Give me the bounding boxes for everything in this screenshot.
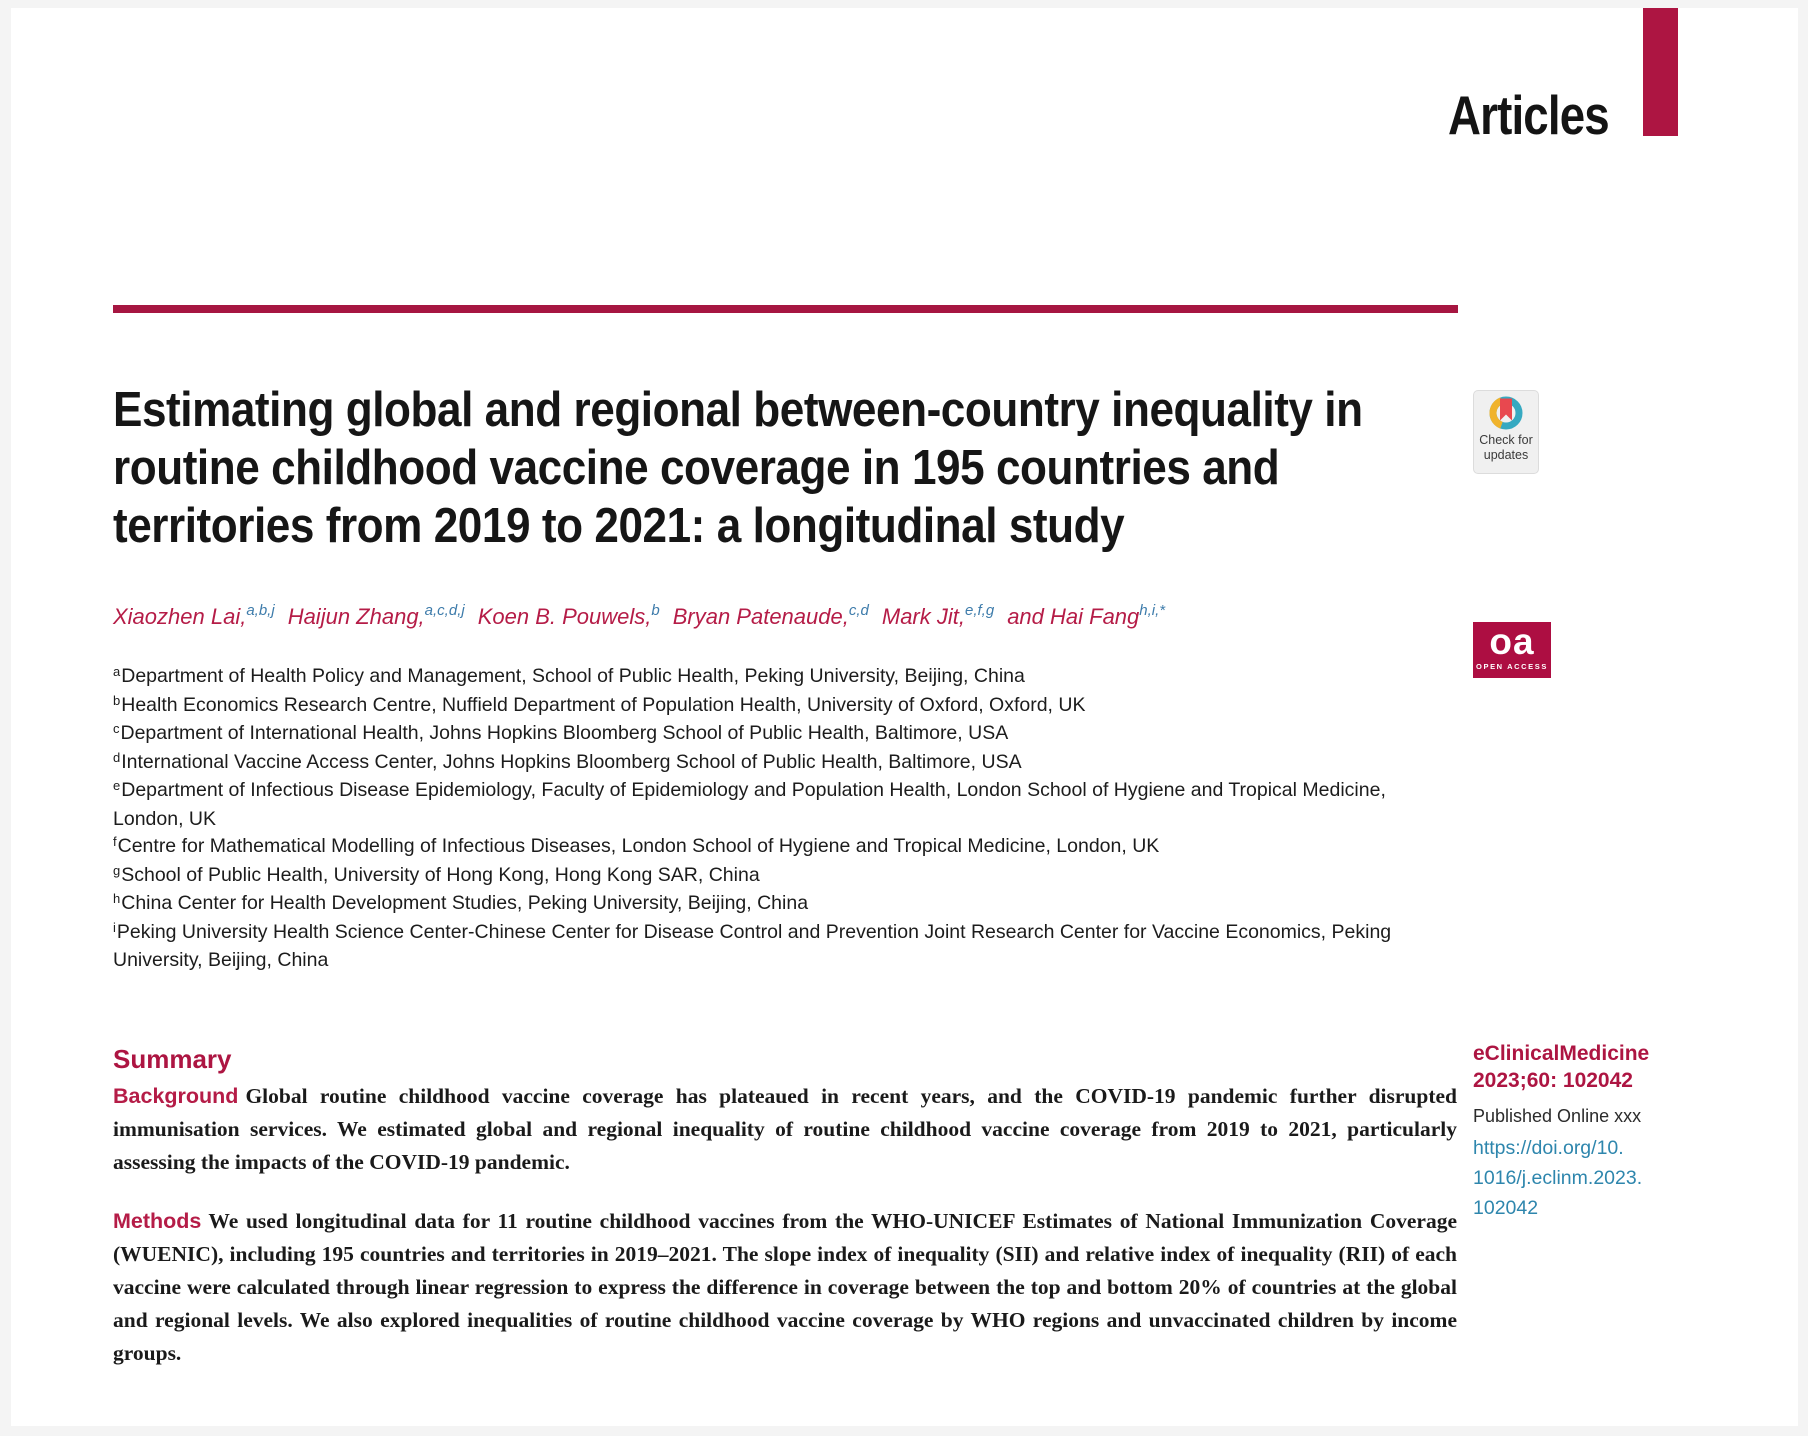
- affiliation-item: [113, 749, 1453, 778]
- doi-line-1: https://doi.org/10.: [1473, 1137, 1624, 1159]
- check-for-updates-icon: [1484, 393, 1528, 433]
- section-marker-bar: [1643, 8, 1678, 136]
- title-line-3: territories from 2019 to 2021: a longitudinal study: [113, 499, 1125, 553]
- check-for-updates-line1: Check for: [1479, 433, 1533, 447]
- affiliation-marker: f: [113, 834, 117, 849]
- author-name: Koen B. Pouwels,: [477, 604, 652, 629]
- author-name: Xiaozhen Lai,: [113, 604, 247, 629]
- methods-paragraph: [113, 1205, 1457, 1370]
- affiliation-text: Centre for Mathematical Modelling of Infectious Diseases, London School of Hygiene and Tropical Medicine, London, UK: [117, 835, 1160, 857]
- affiliation-item: [113, 777, 1453, 833]
- affiliation-item: [113, 692, 1453, 721]
- affiliation-marker: d: [113, 749, 121, 765]
- doi-line-3: 102042: [1473, 1197, 1539, 1219]
- title-line-2: routine childhood vaccine coverage in 195 countries and: [113, 441, 1280, 495]
- check-for-updates-badge[interactable]: [1473, 390, 1539, 474]
- title-line-1: Estimating global and regional between-country inequality in: [113, 383, 1363, 437]
- open-access-label: OPEN ACCESS: [1476, 662, 1548, 671]
- journal-name: eClinicalMedicine: [1473, 1042, 1650, 1065]
- doi-link[interactable]: [1473, 1133, 1642, 1223]
- affiliation-item: [113, 890, 1453, 919]
- affiliation-item: [113, 833, 1453, 862]
- summary-heading: Summary: [113, 1044, 232, 1074]
- author: [882, 604, 994, 629]
- author-affiliation-superscript: a,b,j: [246, 602, 275, 619]
- background-paragraph: [113, 1080, 1457, 1179]
- affiliation-marker: b: [113, 692, 121, 708]
- author: [673, 604, 869, 629]
- open-access-logo: [1473, 622, 1551, 678]
- journal-citation: 2023;60: 102042: [1473, 1069, 1633, 1092]
- published-online: Published Online xxx: [1473, 1106, 1642, 1126]
- affiliation-item: [113, 663, 1453, 692]
- author-name: Haijun Zhang,: [287, 604, 425, 629]
- author-affiliation-superscript: b: [651, 602, 660, 619]
- check-for-updates-label: [1474, 433, 1538, 463]
- affiliation-item: [113, 720, 1453, 749]
- affiliation-text: Department of Infectious Disease Epidemiology, Faculty of Epidemiology and Population Health, London School of Hygiene and Tropical Medicine, London, UK: [113, 779, 1386, 830]
- affiliation-marker: h: [113, 891, 121, 906]
- author-list: [113, 604, 1178, 630]
- author-name: Mark Jit,: [881, 604, 965, 629]
- affiliation-text: School of Public Health, University of Hong Kong, Hong Kong SAR, China: [121, 863, 760, 886]
- background-text: Global routine childhood vaccine coverage has plateaued in recent years, and the COVID-19 pandemic further disrupted immunisation services. We estimated global and regional inequality of routine childhood vaccine coverage from 2019 to 2021, particularly assessing the impacts of the COVID-19 pandemic.: [113, 1084, 1457, 1174]
- affiliation-item: [113, 919, 1453, 975]
- header-rule: [113, 305, 1458, 313]
- methods-text: We used longitudinal data for 11 routine childhood vaccines from the WHO-UNICEF Estimates of National Immunization Coverage (WUENIC), including 195 countries and territories in 2019–2021. The slope index of inequality (SII) and relative index of inequality (RII) of each vaccine were calculated through linear regression to express the difference in coverage between the top and bottom 20% of countries at the global and regional levels. We also explored inequalities of routine childhood vaccine coverage by WHO regions and unvaccinated children by income groups.: [113, 1209, 1457, 1365]
- affiliation-marker: i: [113, 919, 116, 935]
- background-label: Background: [113, 1084, 239, 1108]
- doi-line-2: 1016/j.eclinm.2023.: [1473, 1167, 1643, 1189]
- article-title: [113, 381, 1501, 555]
- author-name: Bryan Patenaude,: [672, 604, 849, 629]
- affiliation-marker: e: [113, 778, 121, 793]
- affiliation-text: Health Economics Research Centre, Nuffield Department of Population Health, University of Oxford, Oxford, UK: [121, 693, 1086, 716]
- affiliation-marker: a: [113, 664, 121, 679]
- author: [288, 604, 465, 629]
- affiliation-marker: g: [113, 862, 121, 878]
- affiliation-text: International Vaccine Access Center, Johns Hopkins Bloomberg School of Public Health, Baltimore, USA: [121, 750, 1022, 773]
- check-for-updates-line2: updates: [1483, 448, 1529, 462]
- affiliation-text: Department of Health Policy and Management, School of Public Health, Peking University, Beijing, China: [121, 665, 1025, 687]
- author-name: and Hai Fang: [1007, 604, 1140, 629]
- author-affiliation-superscript: h,i,*: [1139, 602, 1166, 619]
- author: [113, 604, 275, 629]
- author-affiliation-superscript: e,f,g: [965, 602, 995, 619]
- author-affiliation-superscript: c,d: [848, 602, 869, 619]
- article-page: [11, 8, 1798, 1426]
- author: [1007, 604, 1165, 629]
- author-affiliation-superscript: a,c,d,j: [424, 602, 465, 619]
- affiliation-text: China Center for Health Development Studies, Peking University, Beijing, China: [121, 892, 809, 914]
- affiliation-item: [113, 862, 1453, 891]
- journal-section-label: Articles: [1448, 84, 1609, 146]
- open-access-abbr: oa: [1489, 621, 1535, 662]
- author: [478, 604, 660, 629]
- journal-citation-block: [1473, 1040, 1649, 1094]
- affiliation-text: Department of International Health, Johns Hopkins Bloomberg School of Public Health, Baltimore, USA: [120, 722, 1009, 744]
- affiliation-text: Peking University Health Science Center-Chinese Center for Disease Control and Prevention Joint Research Center for Vaccine Economics, Peking University, Beijing, China: [113, 920, 1392, 971]
- affiliations: [113, 663, 1453, 975]
- affiliation-marker: c: [113, 721, 120, 736]
- methods-label: Methods: [113, 1209, 202, 1233]
